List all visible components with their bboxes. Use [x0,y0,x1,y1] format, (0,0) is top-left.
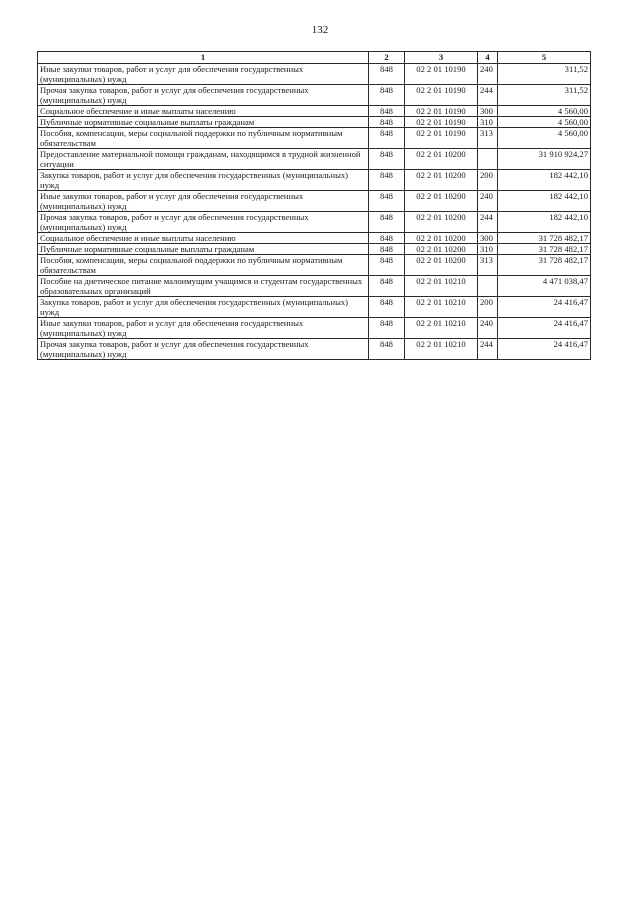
row-target-code: 02 2 01 10200 [405,244,478,255]
row-amount: 182 442,10 [498,212,591,233]
row-target-code: 02 2 01 10210 [405,297,478,318]
row-amount: 4 560,00 [498,117,591,128]
row-expense-type: 244 [478,212,498,233]
row-admin-code: 848 [369,64,405,85]
row-target-code: 02 2 01 10200 [405,233,478,244]
row-admin-code: 848 [369,212,405,233]
row-admin-code: 848 [369,318,405,339]
row-target-code: 02 2 01 10190 [405,117,478,128]
row-target-code: 02 2 01 10190 [405,85,478,106]
row-target-code: 02 2 01 10200 [405,191,478,212]
row-name: Пособия, компенсации, меры социальной поддержки по публичным нормативным обязательствам [38,128,369,149]
row-expense-type: 310 [478,244,498,255]
row-admin-code: 848 [369,191,405,212]
table-row [38,276,591,297]
row-name: Иные закупки товаров, работ и услуг для обеспечения государственных (муниципальных) нужд [38,64,369,85]
row-expense-type: 300 [478,233,498,244]
table-row [38,64,591,85]
row-admin-code: 848 [369,117,405,128]
table-row [38,128,591,149]
row-target-code: 02 2 01 10210 [405,276,478,297]
row-name: Иные закупки товаров, работ и услуг для обеспечения государственных (муниципальных) нужд [38,318,369,339]
row-amount: 4 560,00 [498,106,591,117]
row-name: Социальное обеспечение и иные выплаты населению [38,106,369,117]
row-target-code: 02 2 01 10210 [405,339,478,360]
row-admin-code: 848 [369,106,405,117]
row-name: Прочая закупка товаров, работ и услуг для обеспечения государственных (муниципальных) нужд [38,212,369,233]
row-amount: 182 442,10 [498,191,591,212]
row-expense-type: 313 [478,128,498,149]
row-name: Публичные нормативные социальные выплаты гражданам [38,117,369,128]
row-admin-code: 848 [369,276,405,297]
row-admin-code: 848 [369,339,405,360]
row-name: Социальное обеспечение и иные выплаты населению [38,233,369,244]
row-amount: 31 728 482,17 [498,233,591,244]
row-expense-type [478,149,498,170]
row-target-code: 02 2 01 10200 [405,255,478,276]
row-target-code: 02 2 01 10200 [405,170,478,191]
row-expense-type: 240 [478,191,498,212]
table-row [38,85,591,106]
row-amount: 31 910 924,27 [498,149,591,170]
table-row [38,149,591,170]
row-name: Прочая закупка товаров, работ и услуг для обеспечения государственных (муниципальных) нужд [38,85,369,106]
row-target-code: 02 2 01 10190 [405,106,478,117]
row-expense-type: 313 [478,255,498,276]
row-expense-type: 300 [478,106,498,117]
row-name: Пособия, компенсации, меры социальной поддержки по публичным нормативным обязательствам [38,255,369,276]
page-number: 132 [311,24,329,36]
table-row [38,117,591,128]
row-name: Закупка товаров, работ и услуг для обеспечения государственных (муниципальных) нужд [38,170,369,191]
header-row [38,52,591,64]
row-expense-type: 244 [478,339,498,360]
row-admin-code: 848 [369,297,405,318]
row-target-code: 02 2 01 10210 [405,318,478,339]
row-name: Прочая закупка товаров, работ и услуг для обеспечения государственных (муниципальных) нужд [38,339,369,360]
row-expense-type [478,276,498,297]
row-expense-type: 310 [478,117,498,128]
row-amount: 31 728 482,17 [498,255,591,276]
row-target-code: 02 2 01 10190 [405,128,478,149]
row-amount: 24 416,47 [498,318,591,339]
table-row [38,255,591,276]
row-name: Иные закупки товаров, работ и услуг для обеспечения государственных (муниципальных) нужд [38,191,369,212]
row-name: Пособие на диетическое питание малоимущим учащимся и студентам государственных образовательных организаций [38,276,369,297]
row-amount: 24 416,47 [498,339,591,360]
row-admin-code: 848 [369,244,405,255]
row-expense-type: 240 [478,64,498,85]
row-target-code: 02 2 01 10190 [405,64,478,85]
table-row [38,244,591,255]
row-name: Предоставление материальной помощи гражданам, находящимся в трудной жизненной ситуации [38,149,369,170]
row-admin-code: 848 [369,149,405,170]
table-row [38,191,591,212]
row-admin-code: 848 [369,233,405,244]
row-expense-type: 244 [478,85,498,106]
column-header: 1 [38,52,369,64]
row-amount: 4 560,00 [498,128,591,149]
table-row [38,233,591,244]
row-amount: 311,52 [498,64,591,85]
row-amount: 182 442,10 [498,170,591,191]
row-amount: 4 471 038,47 [498,276,591,297]
row-expense-type: 240 [478,318,498,339]
row-expense-type: 200 [478,170,498,191]
row-admin-code: 848 [369,85,405,106]
table-row [38,170,591,191]
row-target-code: 02 2 01 10200 [405,212,478,233]
row-admin-code: 848 [369,128,405,149]
row-name: Публичные нормативные социальные выплаты гражданам [38,244,369,255]
column-header: 3 [405,52,478,64]
table-row [38,339,591,360]
table-row [38,106,591,117]
table-row [38,297,591,318]
row-admin-code: 848 [369,170,405,191]
row-amount: 24 416,47 [498,297,591,318]
row-amount: 311,52 [498,85,591,106]
row-amount: 31 728 482,17 [498,244,591,255]
column-header: 5 [498,52,591,64]
row-expense-type: 200 [478,297,498,318]
column-header: 4 [478,52,498,64]
table-row [38,212,591,233]
budget-table [37,51,591,360]
row-name: Закупка товаров, работ и услуг для обеспечения государственных (муниципальных) нужд [38,297,369,318]
row-admin-code: 848 [369,255,405,276]
row-target-code: 02 2 01 10200 [405,149,478,170]
table-row [38,318,591,339]
column-header: 2 [369,52,405,64]
